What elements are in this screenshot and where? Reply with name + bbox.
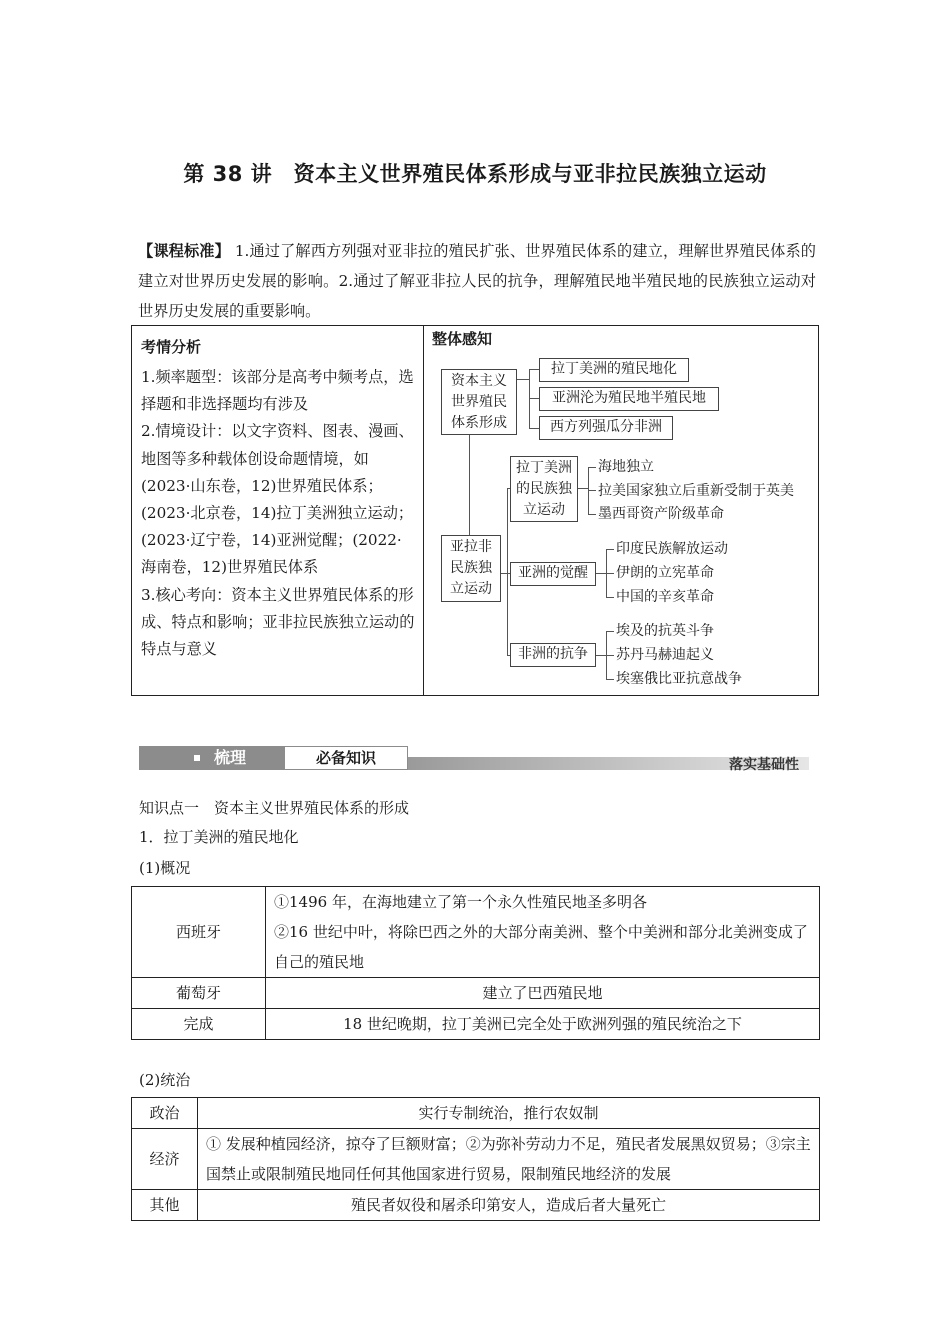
table-cell: ① 发展种植园经济，掠夺了巨额财富；②为弥补劳动力不足，殖民者发展黑奴贸易；③宗主国禁止或限制殖民地同任何其他国家进行贸易，限制殖民地经济的发展 xyxy=(198,1129,820,1190)
connector xyxy=(606,549,614,550)
table-row xyxy=(132,1009,820,1040)
table-row xyxy=(132,1098,820,1129)
rule-table xyxy=(131,1097,820,1221)
connector xyxy=(606,679,614,680)
knowledge-point-heading: 知识点一 资本主义世界殖民体系的形成 xyxy=(139,799,410,817)
connector xyxy=(606,573,614,574)
mindmap-group-asia: 亚洲的觉醒 xyxy=(510,562,596,586)
table-cell-label: 政治 xyxy=(132,1098,198,1129)
exam-analysis xyxy=(141,335,415,663)
mindmap-group-africa: 非洲的抗争 xyxy=(510,643,596,667)
banner-bar xyxy=(139,746,284,770)
table-cell: 殖民者奴役和屠杀印第安人，造成后者大量死亡 xyxy=(198,1190,820,1221)
overview-table xyxy=(131,886,820,1040)
square-icon xyxy=(194,755,200,761)
connector xyxy=(606,655,614,656)
connector xyxy=(588,467,596,468)
mindmap-leaf: 拉美国家独立后重新受制于英美 xyxy=(598,483,794,499)
banner-right-label: 落实基础性 xyxy=(729,757,799,773)
mindmap-leaf: 苏丹马赫迪起义 xyxy=(616,647,714,663)
banner-box: 必备知识 xyxy=(284,746,408,770)
subsection-rule: (2)统治 xyxy=(139,1071,191,1089)
analysis-direction: 3.核心考向：资本主义世界殖民体系的形成、特点和影响；亚非拉民族独立运动的特点与意义 xyxy=(141,585,415,659)
table-row xyxy=(132,1190,820,1221)
mindmap-leaf: 墨西哥资产阶级革命 xyxy=(598,506,724,522)
table-cell-line: ②16 世纪中叶，将除巴西之外的大部分南美洲、整个中美洲和部分北美洲变成了自己的殖民地 xyxy=(274,923,808,971)
connector xyxy=(578,488,588,489)
connector xyxy=(596,573,606,574)
table-cell-label: 葡萄牙 xyxy=(132,978,266,1009)
subsection-heading: 1．拉丁美洲的殖民地化 xyxy=(139,828,299,846)
curriculum-standard xyxy=(138,236,816,326)
column-divider xyxy=(423,326,424,695)
mindmap-item: 拉丁美洲的殖民地化 xyxy=(539,358,689,382)
page-title: 第 38 讲 资本主义世界殖民体系形成与亚非拉民族独立运动 xyxy=(183,162,767,186)
mindmap-item: 亚洲沦为殖民地半殖民地 xyxy=(539,387,719,411)
banner-label: 梳理 xyxy=(214,748,247,767)
mindmap-leaf: 海地独立 xyxy=(598,459,654,475)
overview-box xyxy=(131,325,819,696)
connector xyxy=(507,488,508,655)
table-cell-label: 完成 xyxy=(132,1009,266,1040)
mindmap-root-independence: 亚拉非民族独立运动 xyxy=(441,535,501,602)
mindmap-item: 西方列强瓜分非洲 xyxy=(539,416,673,440)
connector xyxy=(606,597,614,598)
connector xyxy=(529,369,530,429)
exam-analysis-heading: 考情分析 xyxy=(141,338,202,356)
table-cell-label: 其他 xyxy=(132,1190,198,1221)
table-cell-line: ①1496 年，在海地建立了第一个永久性殖民地圣多明各 xyxy=(274,893,647,911)
connector xyxy=(469,435,470,535)
mindmap-leaf: 伊朗的立宪革命 xyxy=(616,565,714,581)
connector xyxy=(588,490,596,491)
table-cell: 18 世纪晚期，拉丁美洲已完全处于欧洲列强的殖民统治之下 xyxy=(266,1009,820,1040)
subsection-overview: (1)概况 xyxy=(139,859,191,877)
mindmap-group-latin-america: 拉丁美洲的民族独立运动 xyxy=(510,456,578,522)
connector xyxy=(517,379,529,380)
analysis-context: 2.情境设计：以文字资料、图表、漫画、地图等多种载体创设命题情境，如(2023·山东卷，12)世界殖民体系；(2023·北京卷，14)拉丁美洲独立运动；(2023·辽宁卷，14)亚洲觉醒；(2022·海南卷，12)世界殖民体系 xyxy=(141,422,414,577)
table-cell: 实行专制统治，推行农奴制 xyxy=(198,1098,820,1129)
table-cell-label: 西班牙 xyxy=(132,887,266,978)
table-row xyxy=(132,978,820,1009)
standard-text: 1.通过了解西方列强对亚非拉的殖民扩张、世界殖民体系的建立，理解世界殖民体系的建立对世界历史发展的影响。2.通过了解亚非拉人民的抗争，理解殖民地半殖民地的民族独立运动对世界历史发展的重要影响。 xyxy=(138,242,816,320)
table-cell-label: 经济 xyxy=(132,1129,198,1190)
connector xyxy=(588,514,596,515)
connector xyxy=(596,655,606,656)
connector xyxy=(606,631,614,632)
overview-heading: 整体感知 xyxy=(432,330,493,348)
table-row xyxy=(132,1129,820,1190)
mindmap-leaf: 印度民族解放运动 xyxy=(616,541,728,557)
table-cell xyxy=(266,887,820,978)
section-banner xyxy=(139,746,809,772)
table-row xyxy=(132,887,820,978)
connector xyxy=(529,369,539,370)
mindmap-leaf: 中国的辛亥革命 xyxy=(616,589,714,605)
mindmap-leaf: 埃及的抗英斗争 xyxy=(616,623,714,639)
analysis-frequency: 1.频率题型：该部分是高考中频考点，选择题和非选择题均有涉及 xyxy=(141,368,414,414)
standard-tag: 【课程标准】 xyxy=(138,242,230,260)
connector xyxy=(529,398,539,399)
mindmap-leaf: 埃塞俄比亚抗意战争 xyxy=(616,671,742,687)
connector xyxy=(529,428,539,429)
table-cell: 建立了巴西殖民地 xyxy=(266,978,820,1009)
mindmap-root-colonial-system: 资本主义世界殖民体系形成 xyxy=(441,369,517,435)
